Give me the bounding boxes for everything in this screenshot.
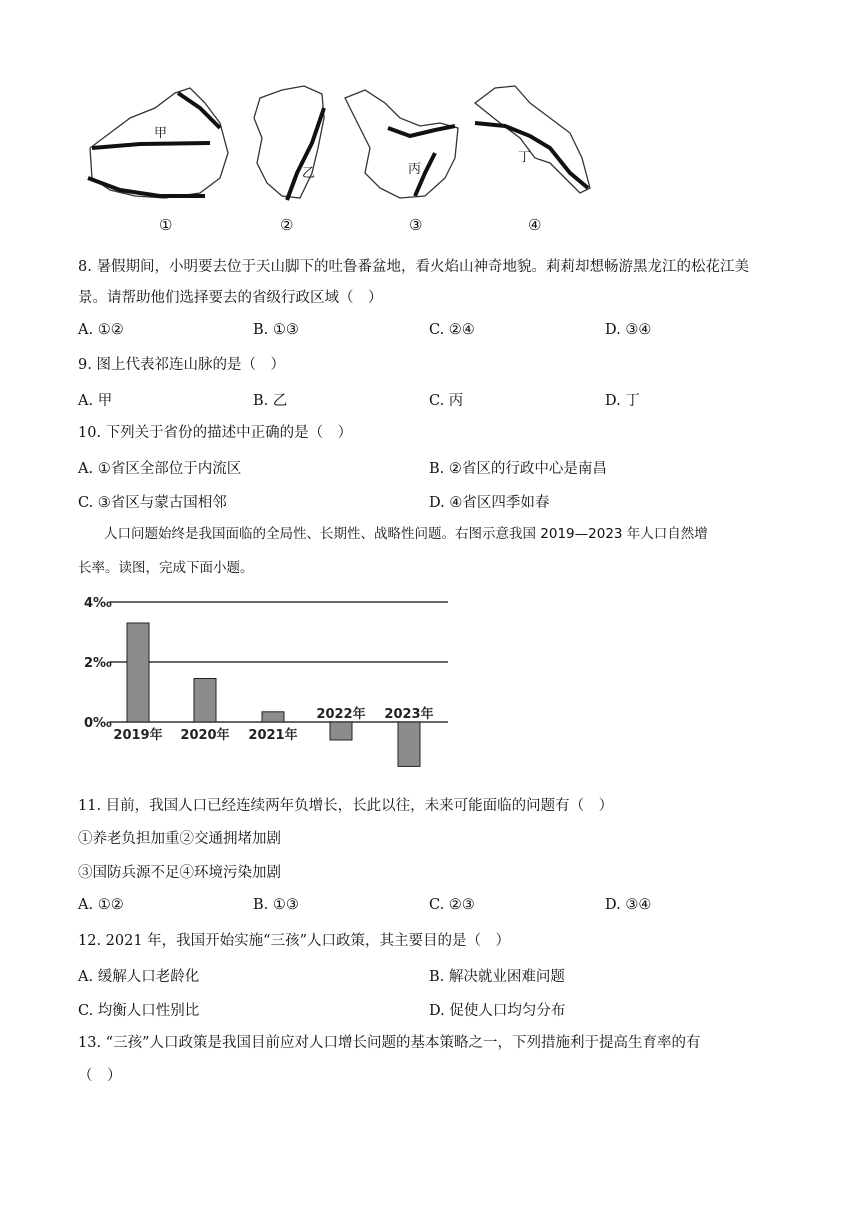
province-map-2 <box>242 78 337 208</box>
q11-option-a: A. ①② <box>78 897 124 913</box>
province-maps-figure <box>70 78 610 238</box>
q8-option-a: A. ①② <box>78 322 124 338</box>
q11-option-c: C. ②③ <box>429 897 475 913</box>
question-13-line1: 13. “三孩”人口政策是我国目前应对人口增长问题的基本策略之一，下列措施利于提高生育率的有 <box>78 1035 701 1051</box>
province-map-3 <box>340 78 465 208</box>
x-tick-label: 2021年 <box>248 728 298 743</box>
bar-2020年 <box>194 679 216 723</box>
question-11-stem: 11. 目前，我国人口已经连续两年负增长，长此以往，未来可能面临的问题有（ ） <box>78 798 614 814</box>
q11-option-b: B. ①③ <box>253 897 299 913</box>
q9-option-c: C. 丙 <box>429 393 464 409</box>
map-number-2: ② <box>280 216 294 234</box>
map-label-jia: 甲 <box>154 126 168 141</box>
x-tick-label: 2022年 <box>316 707 366 722</box>
population-growth-chart-svg <box>80 592 460 776</box>
q10-option-a: A. ①省区全部位于内流区 <box>78 461 242 477</box>
q8-option-c: C. ②④ <box>429 322 475 338</box>
bar-2021年 <box>262 712 284 722</box>
question-8-line1: 8. 暑假期间，小明要去位于天山脚下的吐鲁番盆地，看火焰山神奇地貌。莉莉却想畅游黑龙江的松花江美 <box>78 259 749 275</box>
map-number-3: ③ <box>409 216 423 234</box>
bar-2019年 <box>127 623 149 722</box>
population-growth-chart <box>80 592 460 776</box>
passage-line1: 人口问题始终是我国面临的全局性、长期性、战略性问题。右图示意我国 2019—2023 年人口自然增 <box>104 526 708 542</box>
x-tick-label: 2020年 <box>180 728 230 743</box>
map-number-4: ④ <box>528 216 542 234</box>
q10-option-d: D. ④省区四季如春 <box>429 495 550 511</box>
q8-option-d: D. ③④ <box>605 322 652 338</box>
q10-option-c: C. ③省区与蒙古国相邻 <box>78 495 227 511</box>
bar-2022年 <box>330 722 352 740</box>
x-tick-label: 2023年 <box>384 707 434 722</box>
question-12-stem: 12. 2021 年，我国开始实施“三孩”人口政策，其主要目的是（ ） <box>78 933 511 949</box>
question-11-line3: ③国防兵源不足④环境污染加剧 <box>78 865 281 881</box>
passage-line2: 长率。读图，完成下面小题。 <box>78 560 254 576</box>
question-9-stem: 9. 图上代表祁连山脉的是（ ） <box>78 357 285 373</box>
question-13-line2: （ ） <box>78 1068 122 1084</box>
q9-option-b: B. 乙 <box>253 393 288 409</box>
y-tick-label: 4‰ <box>84 596 112 611</box>
q12-option-d: D. 促使人口均匀分布 <box>429 1003 566 1019</box>
x-tick-label: 2019年 <box>113 728 163 743</box>
map-label-ding: 丁 <box>518 150 532 165</box>
bar-2023年 <box>398 722 420 766</box>
q11-option-d: D. ③④ <box>605 897 652 913</box>
q10-option-b: B. ②省区的行政中心是南昌 <box>429 461 607 477</box>
map-label-bing: 丙 <box>408 162 422 177</box>
q9-option-d: D. 丁 <box>605 393 640 409</box>
question-8-line2: 景。请帮助他们选择要去的省级行政区域（ ） <box>78 290 383 306</box>
q8-option-b: B. ①③ <box>253 322 299 338</box>
province-map-4 <box>470 78 600 208</box>
q12-option-b: B. 解决就业困难问题 <box>429 969 565 985</box>
q12-option-a: A. 缓解人口老龄化 <box>78 969 200 985</box>
province-map-1 <box>80 78 230 208</box>
question-11-line2: ①养老负担加重②交通拥堵加剧 <box>78 831 281 847</box>
y-tick-label: 0‰ <box>84 716 112 731</box>
y-tick-label: 2‰ <box>84 656 112 671</box>
map-number-1: ① <box>159 216 173 234</box>
map-label-yi: 乙 <box>302 166 316 181</box>
q9-option-a: A. 甲 <box>78 393 113 409</box>
question-10-stem: 10. 下列关于省份的描述中正确的是（ ） <box>78 425 353 441</box>
q12-option-c: C. 均衡人口性别比 <box>78 1003 200 1019</box>
